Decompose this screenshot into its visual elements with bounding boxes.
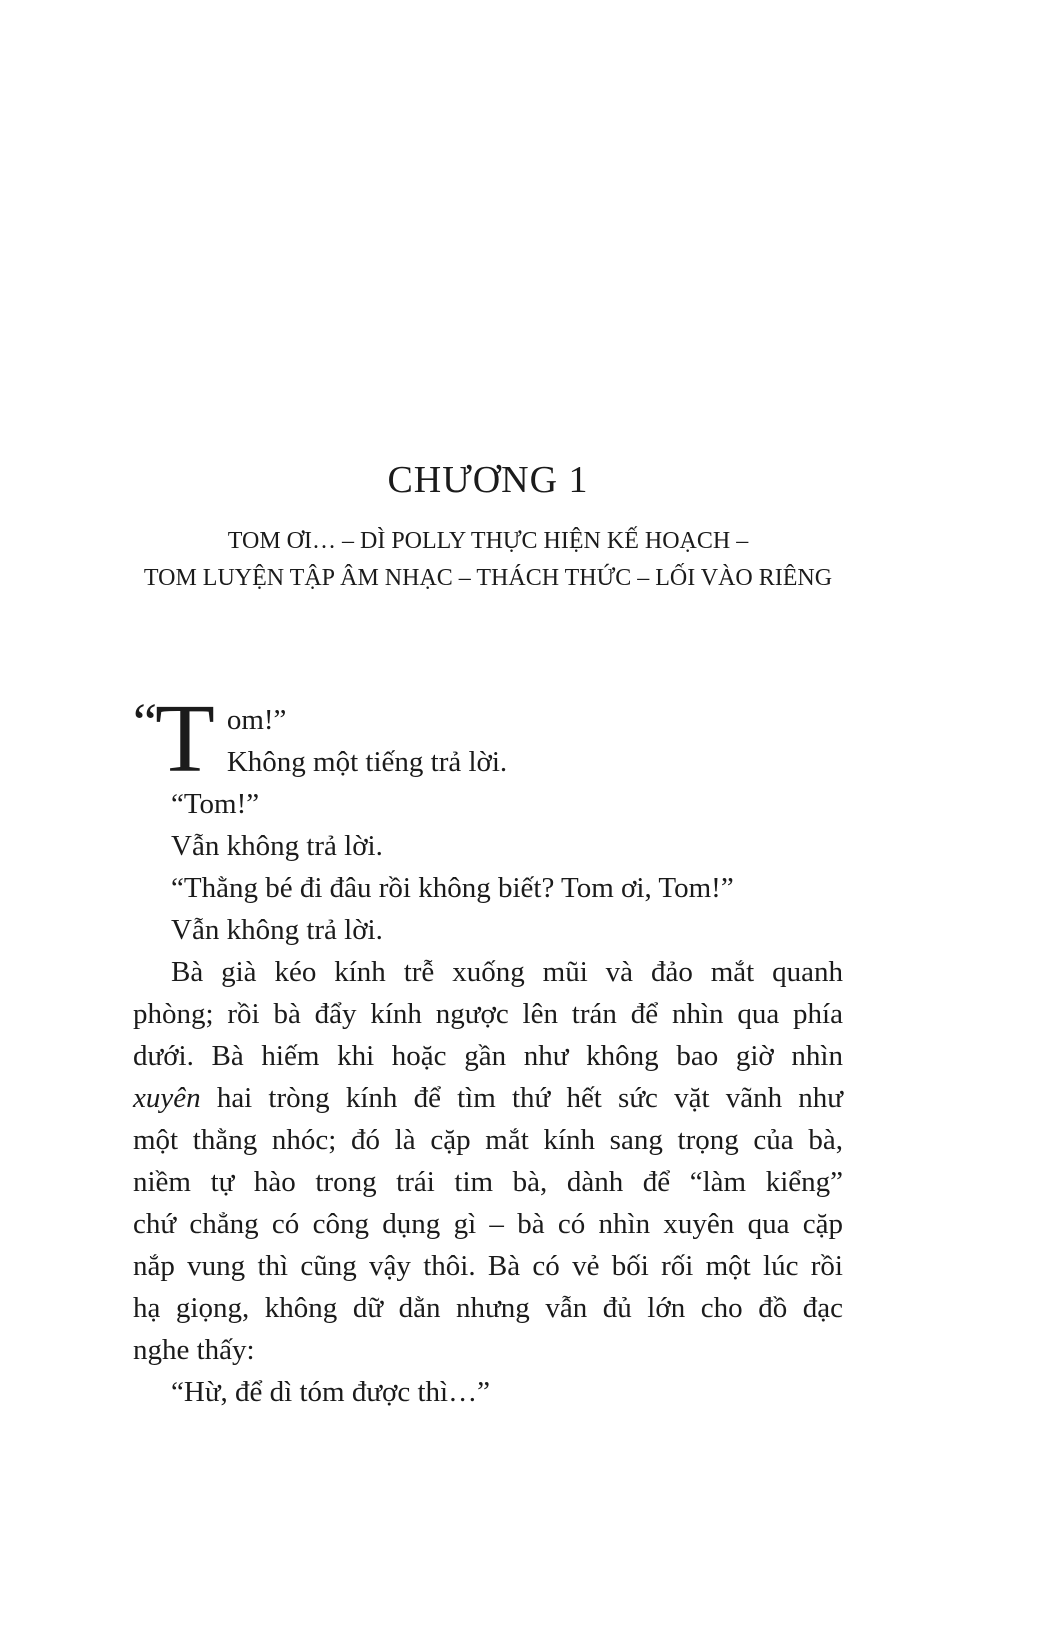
opening-paragraph <box>133 685 843 793</box>
subtitle-line-1: TOM ƠI… – DÌ POLLY THỰC HIỆN KẾ HOẠCH – <box>227 528 749 554</box>
dialogue-line: Vẫn không trả lời. <box>171 830 383 862</box>
dropcap-letter: T <box>154 685 215 793</box>
italic-word: xuyên <box>133 1082 201 1114</box>
main-paragraph <box>133 951 843 1371</box>
text-line: một thằng nhóc; đó là cặp mắt kính sang trọng của bà, <box>133 1124 843 1156</box>
text-line-rest: hai tròng kính để tìm thứ hết sức vặt vãnh như <box>216 1082 843 1114</box>
open-quote-mark: “ <box>133 692 155 752</box>
text-line: om!” <box>226 704 287 736</box>
text-line: phòng; rồi bà đẩy kính ngược lên trán để nhìn qua phía <box>133 998 843 1030</box>
dialogue-line: “Tom!” <box>171 788 260 820</box>
text-line: niềm tự hào trong trái tim bà, dành để “làm kiểng” <box>133 1166 843 1198</box>
dropcap <box>133 685 215 793</box>
chapter-body <box>133 685 843 1413</box>
dialogue-line: Vẫn không trả lời. <box>171 914 383 946</box>
text-column <box>133 460 843 1413</box>
closing-dialogue-line: “Hừ, để dì tóm được thì…” <box>171 1376 490 1408</box>
text-line: Không một tiếng trả lời. <box>226 746 508 778</box>
chapter-title: CHƯƠNG 1 <box>387 459 589 501</box>
text-line <box>133 1077 843 1119</box>
dialogue-line: “Thằng bé đi đâu rồi không biết? Tom ơi, Tom!” <box>171 872 734 904</box>
text-line: dưới. Bà hiếm khi hoặc gần như không bao giờ nhìn <box>133 1040 843 1072</box>
text-line: nghe thấy: <box>133 1334 255 1366</box>
text-line: chứ chẳng có công dụng gì – bà có nhìn xuyên qua cặp <box>133 1208 843 1240</box>
chapter-subtitle <box>133 523 843 597</box>
subtitle-line-2: TOM LUYỆN TẬP ÂM NHẠC – THÁCH THỨC – LỐI VÀO RIÊNG <box>143 565 833 591</box>
text-line: hạ giọng, không dữ dằn nhưng vẫn đủ lớn cho đồ đạc <box>133 1292 843 1324</box>
text-line: nắp vung thì cũng vậy thôi. Bà có vẻ bối rối một lúc rồi <box>133 1250 843 1282</box>
text-line: Bà già kéo kính trễ xuống mũi và đảo mắt quanh <box>171 956 843 988</box>
